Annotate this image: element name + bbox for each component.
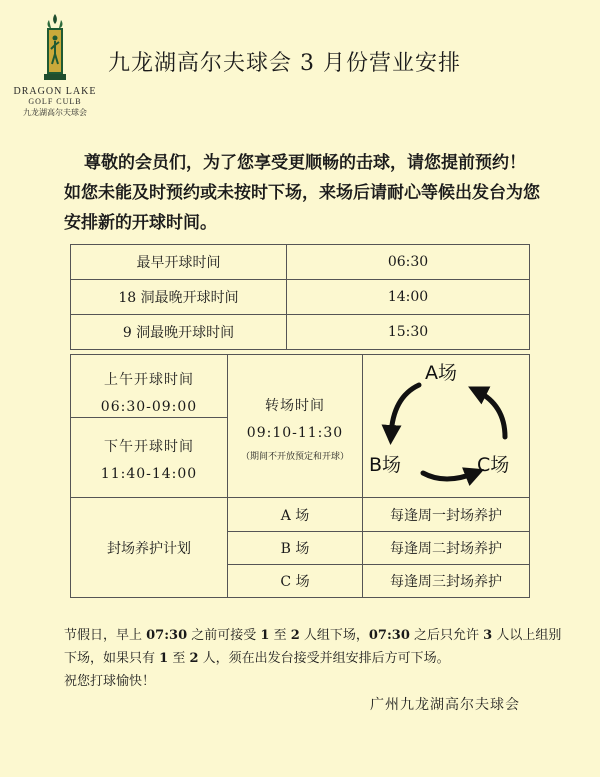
schedule-grid — [70, 354, 530, 598]
logo-english-name: DRAGON LAKE — [13, 86, 97, 97]
arrow-c-to-a — [477, 391, 505, 437]
intro-paragraph-1: 尊敬的会员们，为了您享受更顺畅的击球，请您提前预约！ — [84, 153, 526, 173]
morning-label: 上午开球时间 — [104, 372, 194, 388]
club-logo — [10, 12, 100, 118]
tee-time-label: 9 洞最晚开球时间 — [71, 315, 287, 350]
switch-cell — [227, 354, 363, 498]
maintenance-course — [227, 531, 363, 565]
arrow-b-to-c — [423, 473, 475, 479]
arrow-a-to-b — [391, 385, 419, 435]
rotation-label-c: C场 — [477, 454, 510, 476]
maintenance-course — [227, 564, 363, 598]
rotation-label-b: B场 — [369, 454, 402, 476]
holiday-note — [64, 624, 564, 693]
tee-time-label: 18 洞最晚开球时间 — [71, 280, 287, 315]
afternoon-time: 11:40-14:00 — [100, 466, 198, 482]
afternoon-label: 下午开球时间 — [104, 439, 194, 455]
intro-paragraph-2: 如您未能及时预约或未按时下场，来场后请耐心等候出发台为您安排新的开球时间。 — [64, 183, 540, 233]
signature: 广州九龙湖高尔夫球会 — [370, 697, 520, 713]
tee-time-value: 06:30 — [287, 245, 530, 280]
table-row — [71, 245, 530, 280]
tee-time-value: 15:30 — [287, 315, 530, 350]
rotation-cell — [362, 354, 530, 498]
logo-chinese-name: 九龙湖高尔夫球会 — [23, 108, 87, 117]
maintenance-plan-text: 每逢周三封场养护 — [390, 574, 502, 590]
maintenance-plan-text: 每逢周一封场养护 — [390, 507, 502, 524]
course-name: B 场 — [280, 541, 310, 557]
switch-note: （期间不开放预定和开球） — [240, 452, 349, 462]
course-name: C 场 — [280, 574, 310, 590]
maintenance-label-cell — [70, 497, 228, 598]
maintenance-plan — [362, 497, 530, 532]
intro-text — [64, 148, 554, 238]
logo-english-subtitle: GOLF CULB — [28, 97, 82, 106]
closing-wish: 祝您打球愉快！ — [64, 674, 156, 689]
course-name: A 场 — [280, 507, 310, 524]
maintenance-plan-text: 每逢周二封场养护 — [390, 541, 502, 557]
switch-time: 09:10-11:30 — [246, 425, 344, 441]
tee-time-table — [70, 244, 530, 350]
tee-time-value: 14:00 — [287, 280, 530, 315]
course-rotation-diagram — [363, 355, 529, 497]
tee-time-label: 最早开球时间 — [71, 245, 287, 280]
switch-label: 转场时间 — [265, 398, 325, 414]
morning-cell — [70, 354, 228, 418]
table-row — [71, 315, 530, 350]
maintenance-plan — [362, 564, 530, 598]
holiday-rule: 节假日，早上 07:30 之前可接受 1 至 2 人组下场，07:30 之后只允许 3 人以上组别下场，如果只有 1 至 2 人，须在出发台接受并组安排后方可下场。 — [64, 628, 562, 666]
page-title: 九龙湖高尔夫球会 3 月份营业安排 — [108, 51, 461, 76]
maintenance-label: 封场养护计划 — [107, 540, 191, 557]
table-row — [71, 280, 530, 315]
maintenance-plan — [362, 531, 530, 565]
maintenance-course — [227, 497, 363, 532]
morning-time: 06:30-09:00 — [100, 399, 198, 415]
rotation-label-a: A场 — [425, 362, 457, 384]
afternoon-cell — [70, 417, 228, 498]
golfer-trophy-icon — [40, 12, 70, 82]
